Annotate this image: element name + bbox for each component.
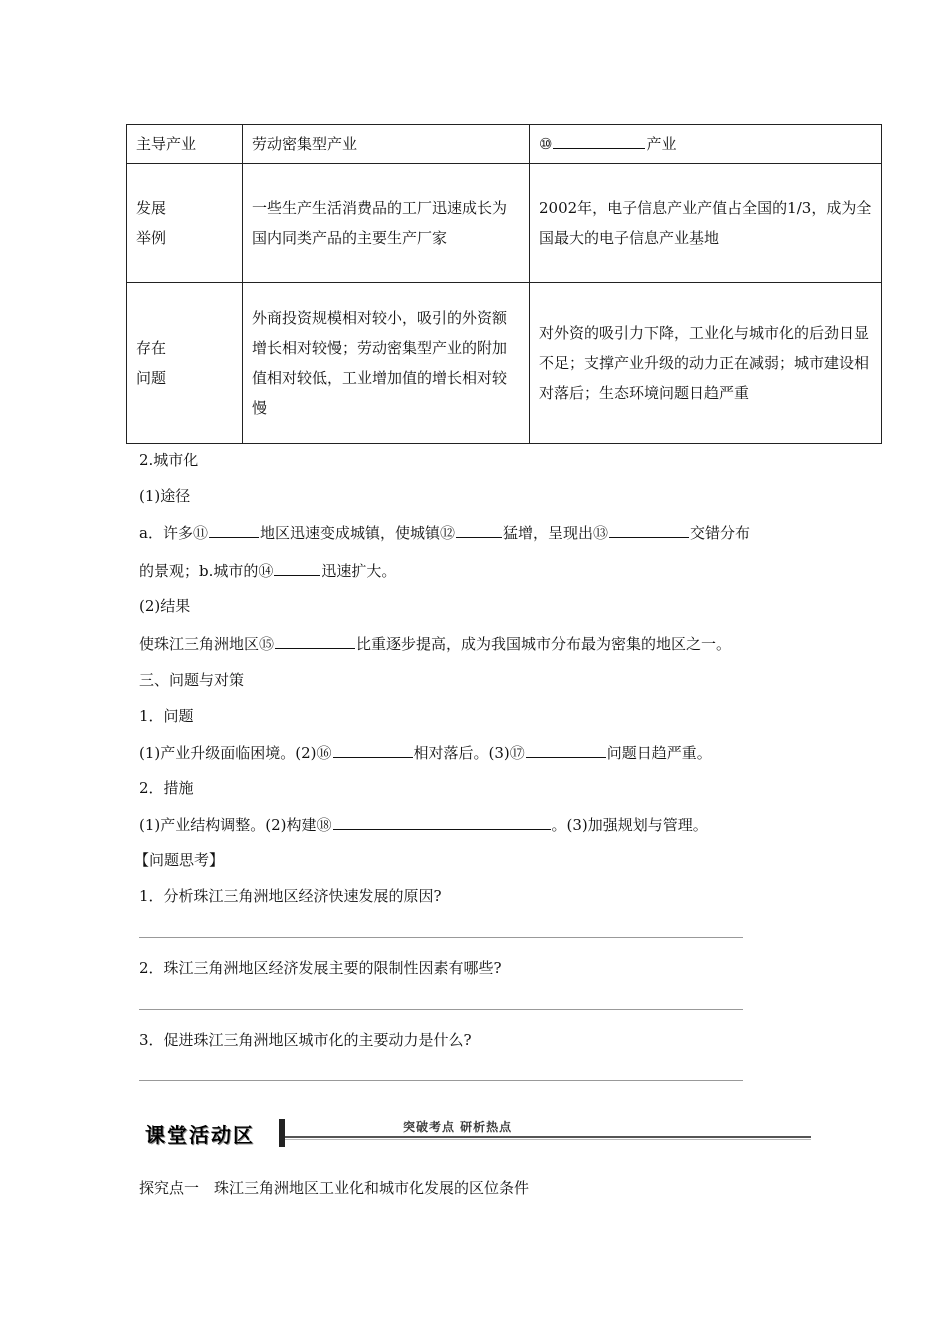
industry-comparison-table — [126, 124, 882, 444]
banner-subtitle: 突破考点 研析热点 — [399, 1118, 516, 1135]
fill-blank-10 — [553, 133, 645, 149]
section-problems-title: 三、问题与对策 — [139, 671, 245, 689]
urbanization-way-line-b: 的景观；b.城市的⑭ 迅速扩大。 — [139, 562, 397, 580]
fill-blank-17 — [526, 742, 606, 758]
measures-line: (1)产业结构调整。(2)构建⑱ 。(3)加强规划与管理。 — [139, 816, 708, 834]
fill-blank-16 — [333, 742, 413, 758]
cell-example-right: 2002年，电子信息产业产值占全国的1/3，成为全国最大的电子信息产业基地 — [530, 164, 882, 283]
banner-rule — [285, 1136, 811, 1138]
table-row — [127, 164, 882, 283]
fill-blank-14 — [274, 560, 320, 576]
banner-rule-thin — [285, 1139, 811, 1140]
cell-problem-left: 外商投资规模相对较小，吸引的外资额增长相对较慢；劳动密集型产业的附加值相对较低，工业增加值的增长相对较慢 — [243, 283, 530, 444]
row-header-leading-industry: 主导产业 — [127, 125, 243, 164]
problems-heading: 1．问题 — [139, 707, 194, 725]
fill-blank-18 — [333, 814, 551, 830]
banner-divider-bar — [279, 1119, 285, 1147]
thinking-question-2: 2．珠江三角洲地区经济发展主要的限制性因素有哪些? — [139, 959, 502, 977]
fill-blank-15 — [275, 633, 355, 649]
banner-title: 课堂活动区 — [145, 1123, 255, 1147]
answer-line-3[interactable] — [139, 1080, 743, 1081]
row-header-examples: 发展 举例 — [127, 164, 243, 283]
cell-labor-intensive: 劳动密集型产业 — [243, 125, 530, 164]
urbanization-way-heading: (1)途径 — [139, 487, 191, 505]
marker-10: ⑩ — [539, 135, 553, 153]
classroom-activity-banner — [139, 1116, 811, 1152]
fill-blank-12 — [456, 522, 502, 538]
cell-blank-10 — [530, 125, 882, 164]
fill-blank-13 — [609, 522, 689, 538]
measures-heading: 2．措施 — [139, 779, 194, 797]
urbanization-way-line-a: a．许多⑪ 地区迅速变成城镇，使城镇⑫ 猛增，呈现出⑬ 交错分布 — [139, 524, 750, 542]
answer-line-1[interactable] — [139, 937, 743, 938]
thinking-question-3: 3．促进珠江三角洲地区城市化的主要动力是什么? — [139, 1031, 472, 1049]
row-header-problems: 存在 问题 — [127, 283, 243, 444]
problems-line: (1)产业升级面临困境。(2)⑯ 相对落后。(3)⑰ 问题日趋严重。 — [139, 744, 712, 762]
table-row — [127, 125, 882, 164]
thinking-question-1: 1．分析珠江三角洲地区经济快速发展的原因? — [139, 887, 442, 905]
explore-point-one: 探究点一 珠江三角洲地区工业化和城市化发展的区位条件 — [139, 1179, 530, 1197]
urbanization-result-line: 使珠江三角洲地区⑮ 比重逐步提高，成为我国城市分布最为密集的地区之一。 — [139, 635, 732, 653]
answer-line-2[interactable] — [139, 1009, 743, 1010]
fill-blank-11 — [209, 522, 259, 538]
cell-suffix: 产业 — [646, 135, 677, 153]
section-urbanization-title: 2.城市化 — [139, 451, 199, 469]
urbanization-result-heading: (2)结果 — [139, 597, 191, 615]
cell-example-left: 一些生产生活消费品的工厂迅速成长为国内同类产品的主要生产厂家 — [243, 164, 530, 283]
cell-problem-right: 对外资的吸引力下降，工业化与城市化的后劲日显不足；支撑产业升级的动力正在减弱；城市建设相对落后；生态环境问题日趋严重 — [530, 283, 882, 444]
table-row — [127, 283, 882, 444]
thinking-title: 【问题思考】 — [134, 851, 225, 869]
